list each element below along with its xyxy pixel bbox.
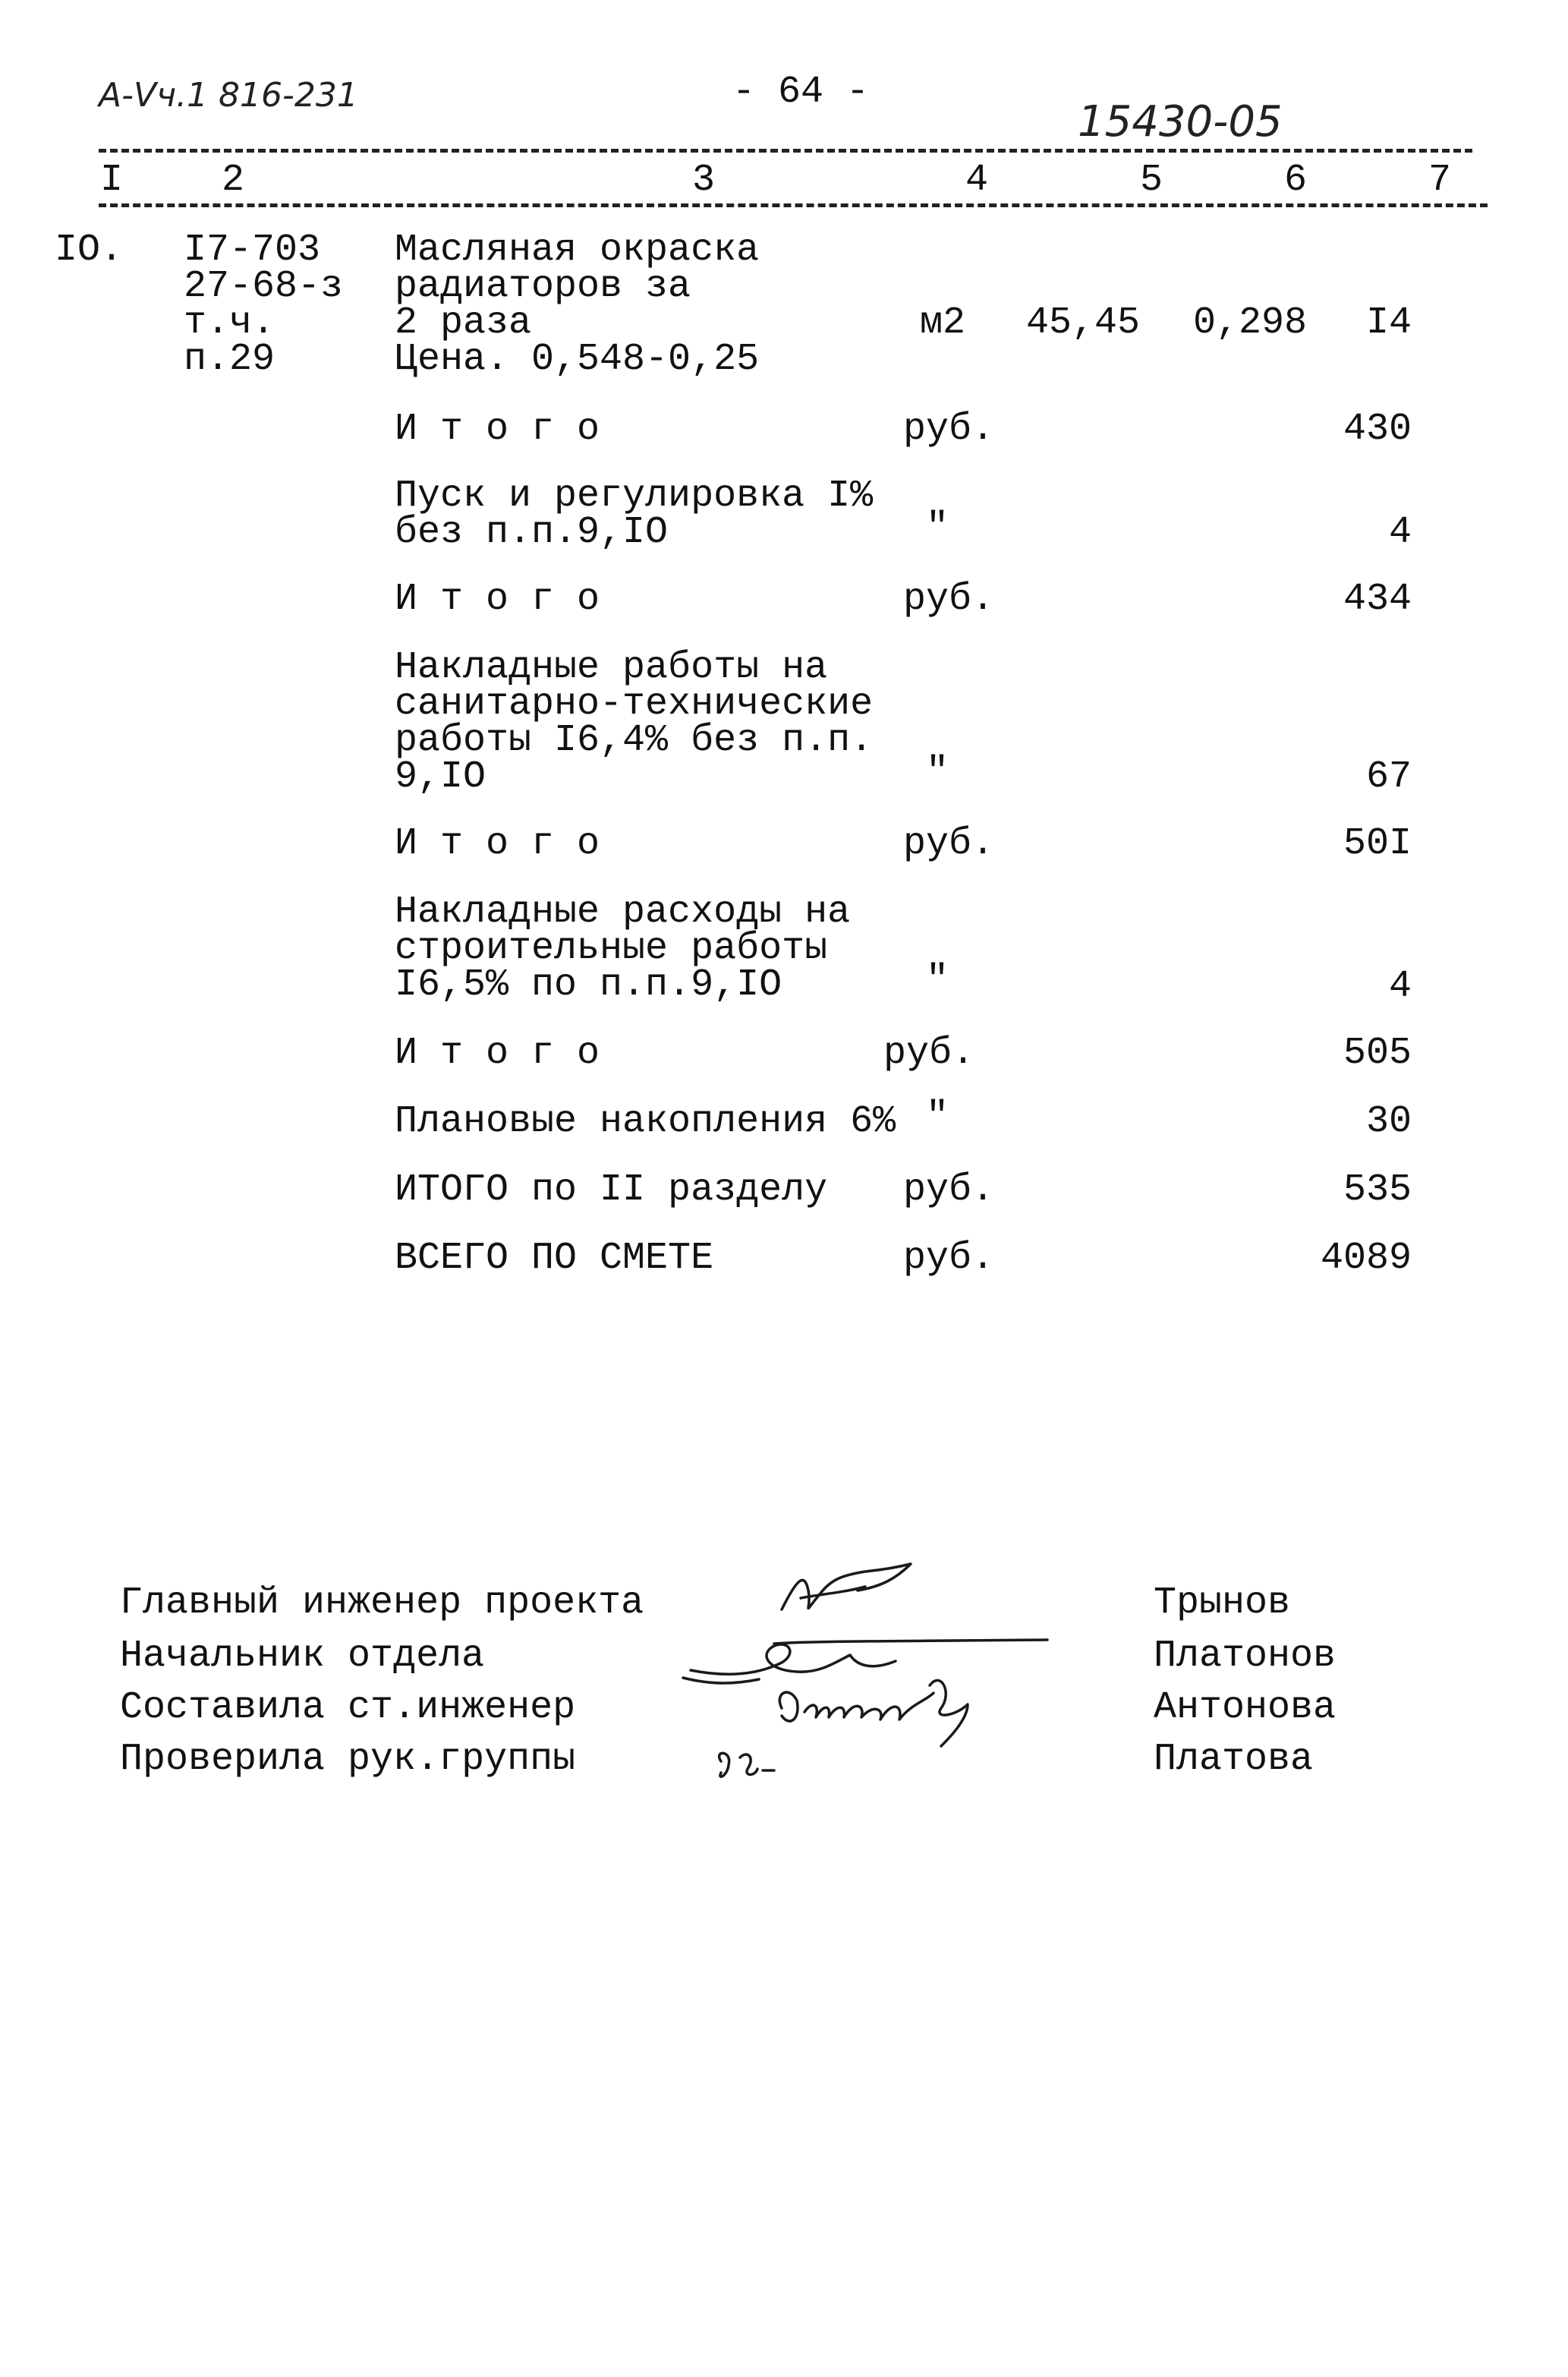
entry-unit-price: 0,298: [1193, 301, 1308, 345]
header-rule-bottom: [99, 203, 1488, 207]
signer-role: Главный инженер проекта: [120, 1581, 644, 1625]
row-unit: ": [926, 959, 949, 1002]
row-value: 50I: [1343, 822, 1412, 865]
row-desc-line: Пуск и регулировка I%: [395, 474, 874, 518]
row-unit: ": [926, 506, 949, 550]
column-number: 5: [1140, 159, 1163, 202]
signer-role: Составила ст.инженер: [120, 1686, 576, 1729]
row-value: 4089: [1320, 1237, 1412, 1280]
header-rule-top: [99, 149, 1472, 153]
row-desc-line: И т о г о: [395, 822, 600, 865]
row-unit: ": [926, 751, 949, 794]
row-desc-line: строительные работы: [395, 927, 828, 970]
entry-desc-line: Масляная окраска: [395, 229, 760, 272]
row-value: 30: [1365, 1100, 1412, 1143]
row-value: 505: [1343, 1032, 1412, 1075]
row-unit: руб.: [903, 822, 995, 865]
row-value: 67: [1365, 755, 1412, 799]
column-number: 7: [1428, 159, 1452, 202]
signer-name: Трынов: [1154, 1581, 1291, 1625]
signer-role: Начальник отдела: [120, 1635, 485, 1678]
row-value: 430: [1343, 408, 1412, 451]
column-number: 4: [965, 159, 989, 202]
entry-desc-line: радиаторов за: [395, 265, 691, 308]
entry-desc-line: Цена. 0,548-0,25: [395, 338, 760, 381]
row-desc-line: ИТОГО по II разделу: [395, 1168, 828, 1212]
document-number: 15430-05: [1078, 97, 1283, 147]
row-unit: руб.: [903, 1168, 995, 1212]
row-value: 4: [1388, 511, 1412, 554]
column-number: I: [100, 159, 124, 202]
signer-name: Платова: [1154, 1738, 1314, 1781]
handwritten-signatures: [668, 1556, 1078, 1807]
entry-desc-line: 2 раза: [395, 301, 532, 345]
row-desc-line: работы I6,4% без п.п.: [395, 719, 874, 762]
column-number: 3: [692, 159, 716, 202]
row-desc-line: санитарно-технические: [395, 683, 874, 726]
entry-sum: I4: [1365, 301, 1412, 345]
row-desc-line: Плановые накопления 6%: [395, 1100, 896, 1143]
row-desc-line: Накладные работы на: [395, 646, 828, 689]
row-unit: руб.: [903, 578, 995, 621]
entry-quantity: 45,45: [1026, 301, 1141, 345]
handwritten-code: А-Vч.1 816-231: [99, 76, 358, 115]
row-desc-line: I6,5% по п.п.9,IO: [395, 963, 782, 1007]
page-number: - 64 -: [732, 71, 870, 114]
row-desc-line: 9,IO: [395, 755, 486, 799]
row-desc-line: И т о г о: [395, 1032, 600, 1075]
row-desc-line: И т о г о: [395, 578, 600, 621]
row-desc-line: ВСЕГО ПО СМЕТЕ: [395, 1237, 714, 1280]
row-desc-line: Накладные расходы на: [395, 891, 851, 934]
row-desc-line: без п.п.9,IO: [395, 511, 669, 554]
row-value: 4: [1388, 965, 1412, 1008]
row-unit: руб.: [903, 1237, 995, 1280]
entry-code-line: п.29: [184, 338, 276, 381]
signer-name: Платонов: [1154, 1635, 1337, 1678]
row-desc-line: И т о г о: [395, 408, 600, 451]
entry-unit: м2: [920, 301, 966, 345]
entry-code-line: I7-703: [184, 229, 321, 272]
entry-code-line: т.ч.: [184, 301, 276, 345]
signer-name: Антонова: [1154, 1686, 1337, 1729]
column-number: 2: [222, 159, 245, 202]
row-unit: руб.: [883, 1032, 975, 1075]
column-number: 6: [1284, 159, 1308, 202]
row-unit: руб.: [903, 408, 995, 451]
row-unit: ": [926, 1096, 949, 1139]
entry-number: IO.: [55, 229, 124, 272]
row-value: 434: [1343, 578, 1412, 621]
entry-code-line: 27-68-з: [184, 265, 344, 308]
row-value: 535: [1343, 1168, 1412, 1212]
signer-role: Проверила рук.группы: [120, 1738, 576, 1781]
